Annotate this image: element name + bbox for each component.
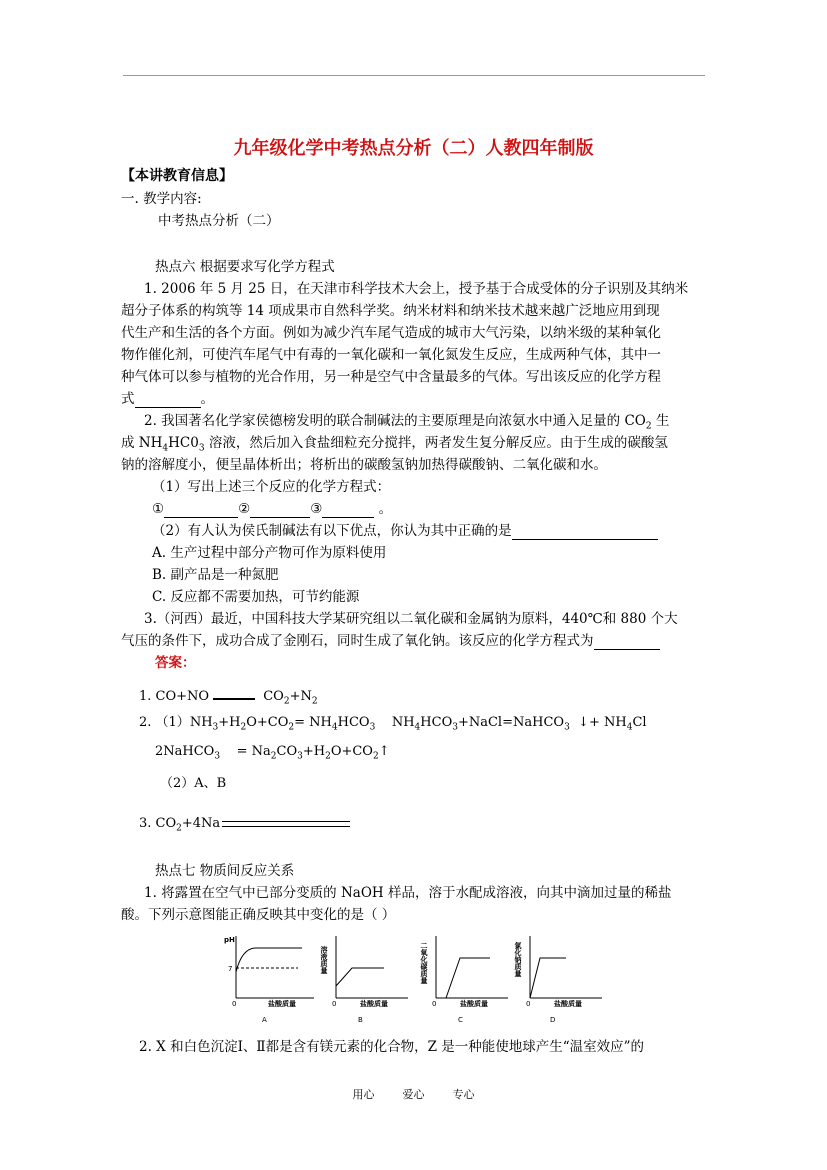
ph-7-label: 7 <box>228 965 233 973</box>
answer-blank[interactable] <box>135 393 201 408</box>
q2-sub1: （1）写出上述三个反应的化学方程式： <box>152 479 391 495</box>
q2-line: 2. 我国著名化学家侯德榜发明的联合制碱法的主要原理是向浓氨水中通入足量的 $CO_2$ 生 <box>144 413 670 432</box>
content-topic: 中考热点分析（二） <box>158 213 280 229</box>
option-a: A. 生产过程中部分产物可作为原料使用 <box>152 545 387 561</box>
svg-text:盐酸质量: 盐酸质量 <box>460 1000 488 1008</box>
q2-blanks: ① ② ③ 。 <box>152 501 393 517</box>
answer-1: 1. CO+NO $CO_2+N_2$ <box>139 689 318 707</box>
q3-line: 气压的条件下，成功合成了金刚石，同时生成了氧化钠。该反应的化学方程式为 <box>121 632 660 650</box>
answer-2: 2. $(1)NH_3+H_2O+CO_2= NH_4HCO_3$ $NH_4HCO_3+NaCl=NaHCO_3$ ↓+ $NH_4Cl$ <box>139 715 647 733</box>
graph-d <box>514 936 603 1024</box>
footer-text: 专心 <box>452 1088 475 1101</box>
footer <box>0 1086 827 1102</box>
q2-line: 钠的溶解度小，便呈晶体析出；将析出的碳酸氢钠加热得碳酸钠、二氧化碳和水。 <box>121 457 607 473</box>
y-label: 溶液质量 <box>320 946 328 974</box>
answer-2-part2: （2）A、B <box>160 776 227 791</box>
svg-text:盐酸质量: 盐酸质量 <box>268 1000 296 1008</box>
answer-3: 3. $CO_2+4Na$ <box>139 815 350 838</box>
svg-text:盐酸质量: 盐酸质量 <box>554 1000 582 1008</box>
q1-line: 超分子体系的构筑等 14 项成果市自然科学奖。纳米材料和纳米技术越来越广泛地应用到现 <box>121 303 660 319</box>
answer-label: 答案： <box>155 655 196 671</box>
header-rule <box>123 75 705 76</box>
q3-line: 3.（河西）最近，中国科技大学某研究组以二氧化碳和金属钠为原料，440℃和 880 个大 <box>144 611 678 627</box>
graph-letter: D <box>550 1016 556 1024</box>
q1-line: 物作催化剂，可使汽车尾气中有毒的一氧化碳和一氧化氮发生反应，生成两种气体，其中一 <box>121 347 661 363</box>
footer-text: 用心 <box>352 1088 375 1101</box>
graph-letter: C <box>458 1016 463 1024</box>
svg-text:0: 0 <box>232 1000 237 1008</box>
q5-line: 2. X 和白色沉淀Ⅰ、Ⅱ都是含有镁元素的化合物，Z 是一种能使地球产生“温室效应”的 <box>139 1039 645 1055</box>
q2-line: 成 $NH_4HC0_3$ 溶液，然后加入食盐细粒充分搅拌，两者发生复分解反应。由于生成的碳酸氢 <box>121 435 668 454</box>
page-title: 九年级化学中考热点分析（二）人教四年制版 <box>233 138 594 159</box>
svg-text:0: 0 <box>526 1000 531 1008</box>
q4-line: 1. 将露置在空气中已部分变质的 NaOH 样品，溶于水配成溶液，向其中滴加过量的稀盐 <box>144 885 672 901</box>
graph-c <box>420 936 509 1024</box>
footer-text: 爱心 <box>402 1088 425 1101</box>
content-label: 一. 教学内容: <box>121 191 202 207</box>
graph-letter: B <box>358 1016 363 1024</box>
hot7-title: 热点七 物质间反应关系 <box>155 863 295 879</box>
answer-2-eq3: 2NaHCO$_3$ = $Na_2CO_3+H_2O+CO_2↑$ <box>155 744 390 762</box>
graph-a <box>224 936 314 1024</box>
q1-answer-line: 式 。 <box>121 391 214 407</box>
graph-options <box>222 932 612 1027</box>
y-label: 二氧化碳质量 <box>420 942 428 984</box>
svg-text:0: 0 <box>332 1000 337 1008</box>
q1-line: 种气体可以参与植物的光合作用，另一种是空气中含量最多的气体。写出该反应的化学方程 <box>121 369 661 385</box>
y-label: pH <box>224 936 235 944</box>
answer-blank[interactable] <box>322 503 374 518</box>
answer-blank[interactable] <box>250 503 310 518</box>
svg-text:0: 0 <box>432 1000 437 1008</box>
answer-blank[interactable] <box>512 525 658 540</box>
option-c: C. 反应都不需要加热，可节约能源 <box>152 589 360 605</box>
q1-line: 1. 2006 年 5 月 25 日，在天津市科学技术大会上，授予基于合成受体的分子识别及其纳米 <box>144 281 689 297</box>
graph-b <box>320 936 408 1024</box>
option-b: B. 副产品是一种氮肥 <box>152 567 279 583</box>
y-label: 氯化钠质量 <box>514 942 522 977</box>
answer-blank[interactable] <box>594 635 660 650</box>
answer-blank[interactable] <box>164 503 238 518</box>
hot6-title: 热点六 根据要求写化学方程式 <box>155 259 335 275</box>
q1-line: 代生产和生活的各个方面。例如为减少汽车尾气造成的城市大气污染，以纳米级的某种氧化 <box>121 325 661 341</box>
svg-text:盐酸质量: 盐酸质量 <box>360 1000 388 1008</box>
q2-sub2: （2）有人认为侯氏制碱法有以下优点，你认为其中正确的是 <box>152 522 658 540</box>
graph-letter: A <box>262 1016 267 1024</box>
q4-line: 酸。下列示意图能正确反映其中变化的是（ ） <box>121 907 396 923</box>
section-header: 【本讲教育信息】 <box>121 168 233 184</box>
